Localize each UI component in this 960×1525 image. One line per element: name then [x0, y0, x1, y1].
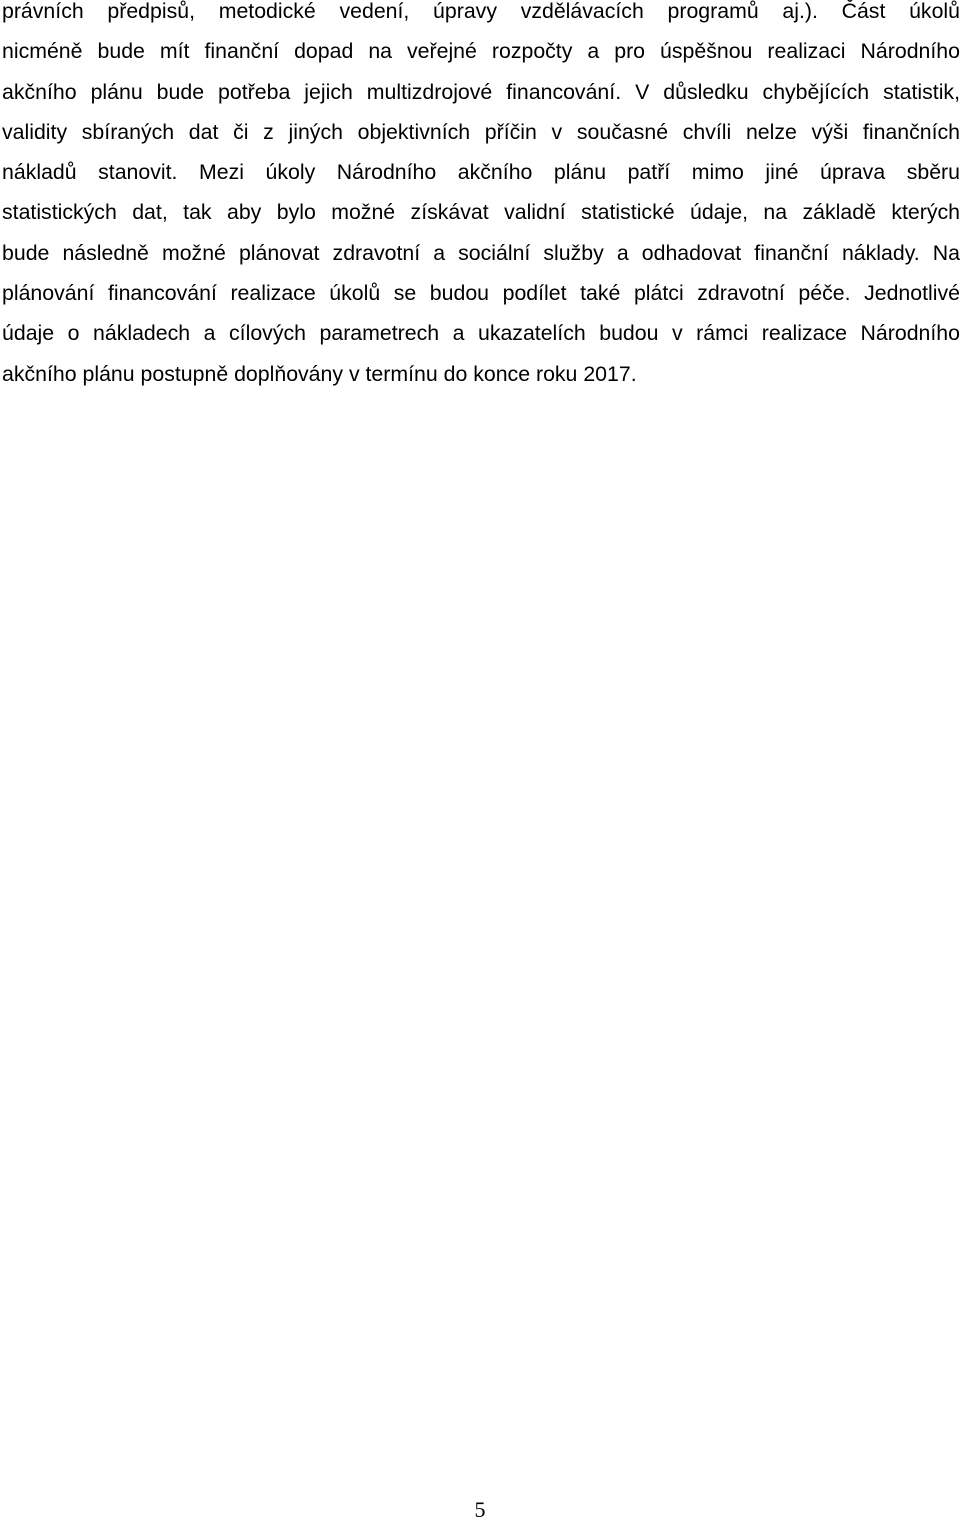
- paragraph-line: statistických dat, tak aby bylo možné získávat validní statistické údaje, na základě kterých: [2, 200, 960, 225]
- paragraph-line: nákladů stanovit. Mezi úkoly Národního akčního plánu patří mimo jiné úprava sběru: [2, 160, 960, 185]
- paragraph-line-last: akčního plánu postupně doplňovány v termínu do konce roku 2017.: [2, 361, 637, 386]
- paragraph-line: nicméně bude mít finanční dopad na veřejné rozpočty a pro úspěšnou realizaci Národního: [2, 39, 960, 64]
- body-paragraph: [2, 0, 960, 394]
- paragraph-line: údaje o nákladech a cílových parametrech a ukazatelích budou v rámci realizace Národního: [2, 321, 960, 346]
- paragraph-line: bude následně možné plánovat zdravotní a sociální služby a odhadovat finanční náklady. Na: [2, 240, 960, 265]
- paragraph-line: validity sbíraných dat či z jiných objektivních příčin v současné chvíli nelze výši finančních: [2, 119, 960, 144]
- paragraph-line: právních předpisů, metodické vedení, úpravy vzdělávacích programů aj.). Část úkolů: [2, 0, 960, 23]
- paragraph-line: plánování financování realizace úkolů se budou podílet také plátci zdravotní péče. Jednotlivé: [2, 281, 960, 306]
- page-number: 5: [474, 1497, 486, 1522]
- paragraph-line: akčního plánu bude potřeba jejich multizdrojové financování. V důsledku chybějících statistik,: [2, 79, 960, 104]
